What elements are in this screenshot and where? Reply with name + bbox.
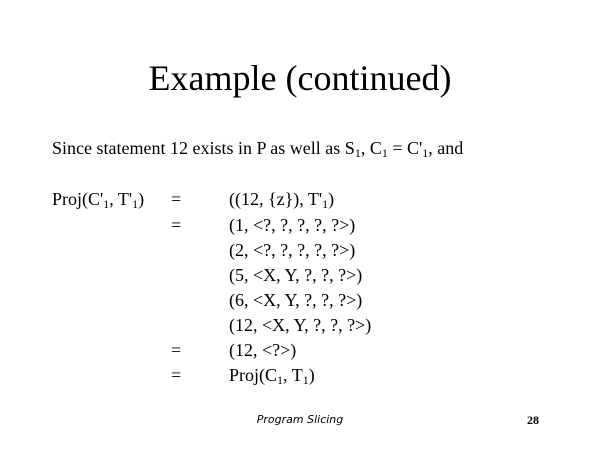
derivation-row bbox=[0, 289, 600, 313]
intro-subscript-c: 1 bbox=[381, 146, 388, 160]
derivation-row bbox=[0, 239, 600, 263]
derivation-row bbox=[0, 364, 600, 388]
intro-sentence bbox=[52, 137, 463, 159]
expression-text: ((12, {z}), T' bbox=[229, 189, 323, 209]
footer-title: Program Slicing bbox=[256, 413, 344, 426]
derivation-row bbox=[0, 264, 600, 288]
derivation-expression bbox=[229, 364, 315, 386]
derivation-expression: (5, <X, Y, ?, ?, ?>) bbox=[229, 265, 363, 285]
intro-text-b: , C bbox=[360, 138, 382, 158]
expression-text-tail: ) bbox=[308, 365, 315, 385]
derivation-expression: (6, <X, Y, ?, ?, ?>) bbox=[229, 290, 363, 310]
intro-text-d: , and bbox=[428, 138, 464, 158]
equals-sign: = bbox=[171, 340, 182, 360]
derivation-expression: (12, <X, Y, ?, ?, ?>) bbox=[229, 315, 372, 335]
intro-text-a: Since statement 12 exists in P as well as S bbox=[52, 138, 355, 158]
slide-title: Example (continued) bbox=[148, 58, 452, 98]
derivation-row bbox=[0, 214, 600, 238]
derivation-row bbox=[0, 314, 600, 338]
derivation-expression: (2, <?, ?, ?, ?, ?>) bbox=[229, 240, 356, 260]
derivation-expression bbox=[229, 188, 334, 210]
lhs-text-a: Proj(C' bbox=[52, 189, 104, 209]
lhs-text-c: ) bbox=[138, 189, 145, 209]
intro-text-c: = C' bbox=[387, 138, 423, 158]
projection-lhs bbox=[52, 188, 144, 210]
expression-text: Proj(C bbox=[229, 365, 278, 385]
equals-sign: = bbox=[171, 215, 182, 235]
expression-text-tail: ) bbox=[328, 189, 335, 209]
lhs-text-b: , T' bbox=[109, 189, 133, 209]
page-number: 28 bbox=[527, 413, 539, 427]
derivation-row bbox=[0, 339, 600, 363]
equals-sign: = bbox=[171, 365, 182, 385]
derivation-row bbox=[0, 188, 600, 212]
expression-subscript-b: 1 bbox=[302, 373, 309, 387]
expression-text-b: , T bbox=[283, 365, 303, 385]
intro-subscript-c-prime: 1 bbox=[422, 146, 429, 160]
derivation-expression: (12, <?>) bbox=[229, 340, 297, 360]
lhs-subscript-b: 1 bbox=[132, 197, 139, 211]
expression-subscript: 1 bbox=[322, 197, 329, 211]
intro-subscript-s: 1 bbox=[354, 146, 361, 160]
derivation-expression: (1, <?, ?, ?, ?, ?>) bbox=[229, 215, 356, 235]
equals-sign: = bbox=[171, 189, 182, 209]
lhs-subscript-a: 1 bbox=[103, 197, 110, 211]
expression-subscript: 1 bbox=[277, 373, 284, 387]
